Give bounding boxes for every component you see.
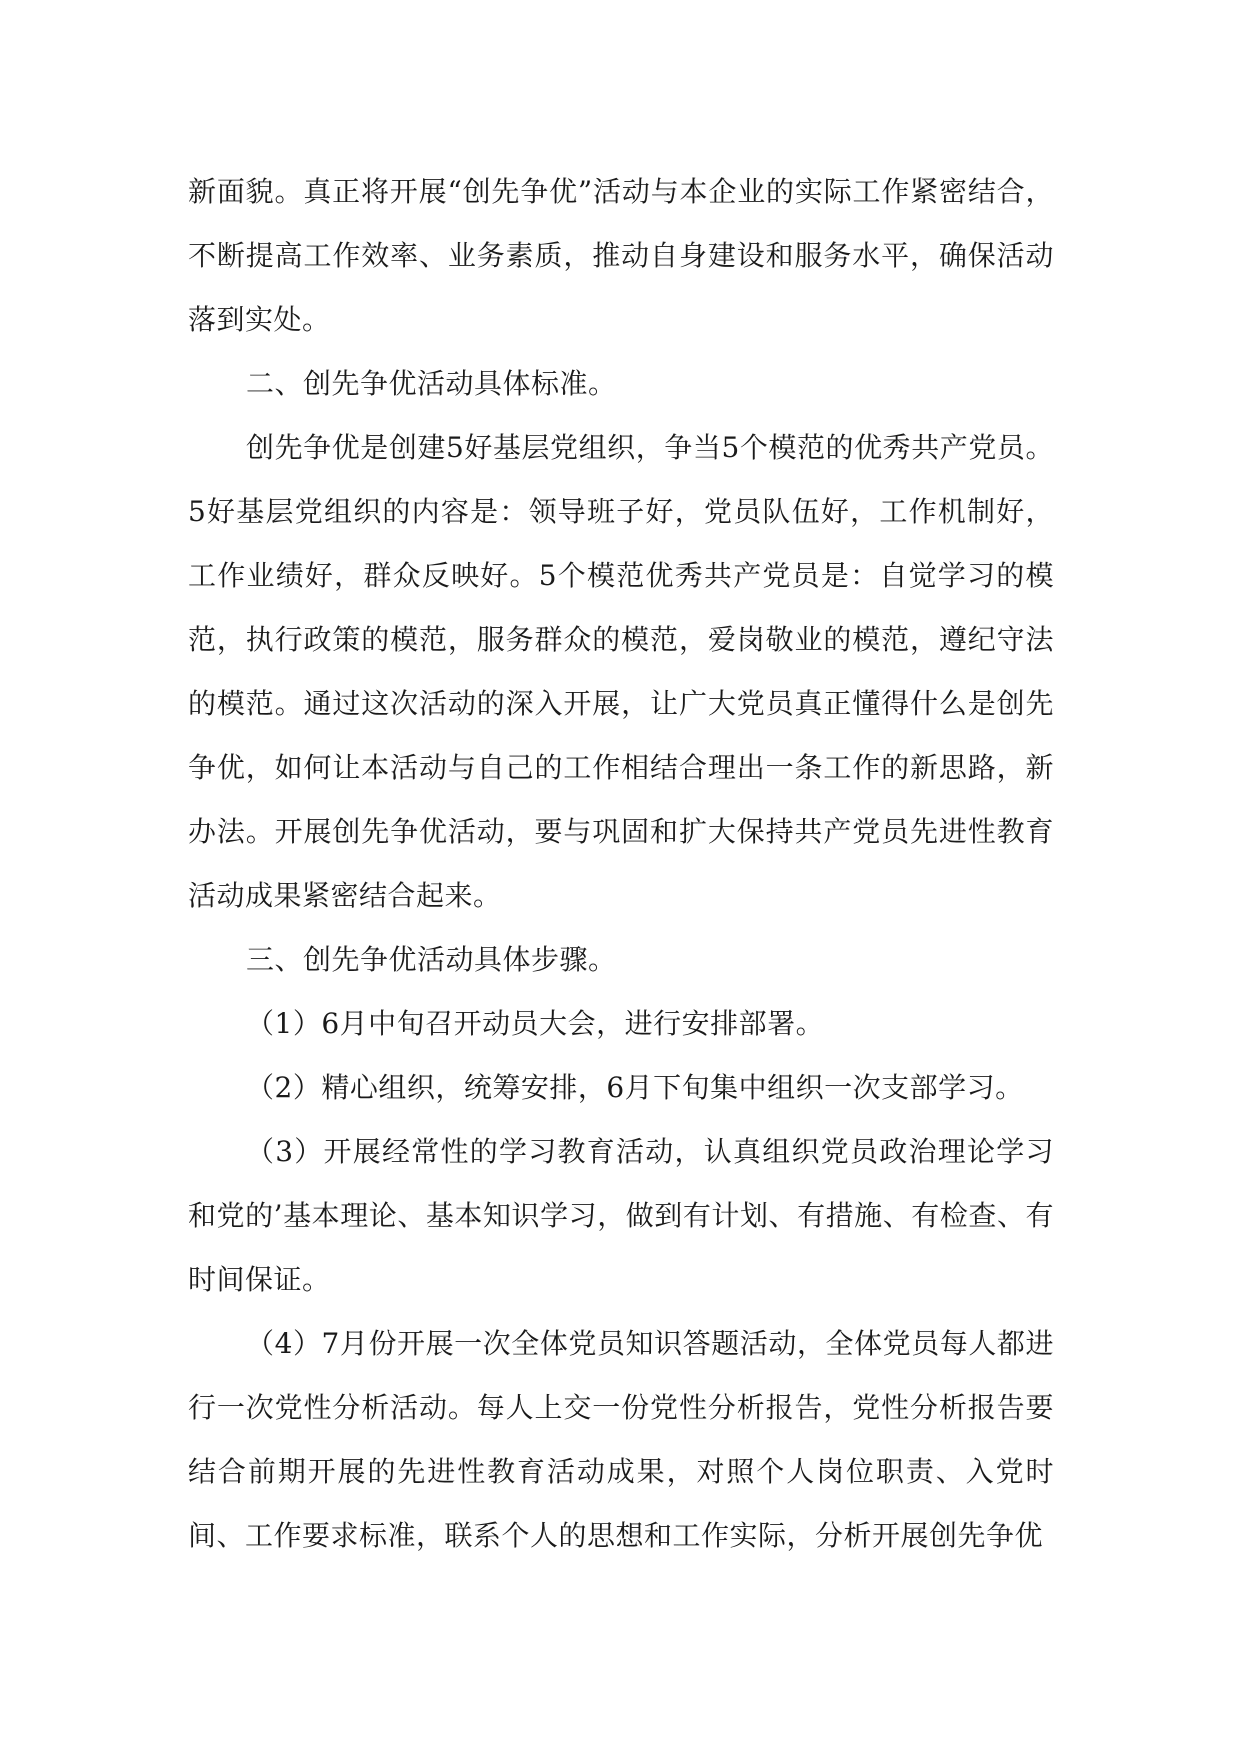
document-body	[188, 160, 1054, 1568]
heading-section-3: 三、创先争优活动具体步骤。	[246, 943, 617, 976]
step-item-2: （2）精心组织，统筹安排，6月下旬集中组织一次支部学习。	[246, 1071, 1024, 1104]
step-item-4: （4）7月份开展一次全体党员知识答题活动，全体党员每人都进行一次党性分析活动。每人上交一份党性分析报告，党性分析报告要结合前期开展的先进性教育活动成果，对照个人岗位职责、入党时间、工作要求标准，联系个人的思想和工作实际，分析开展创先争优	[188, 1327, 1054, 1552]
heading-section-2: 二、创先争优活动具体标准。	[246, 367, 617, 400]
step-item-1: （1）6月中旬召开动员大会，进行安排部署。	[246, 1007, 825, 1040]
step-item-3: （3）开展经常性的学习教育活动，认真组织党员政治理论学习和党的’基本理论、基本知识学习，做到有计划、有措施、有检查、有时间保证。	[188, 1135, 1054, 1296]
paragraph-continuation: 新面貌。真正将开展“创先争优”活动与本企业的实际工作紧密结合，不断提高工作效率、业务素质，推动自身建设和服务水平，确保活动落到实处。	[188, 175, 1054, 336]
paragraph-standards: 创先争优是创建5好基层党组织，争当5个模范的优秀共产党员。5好基层党组织的内容是：领导班子好，党员队伍好，工作机制好，工作业绩好，群众反映好。5个模范优秀共产党员是：自觉学习的模范，执行政策的模范，服务群众的模范，爱岗敬业的模范，遵纪守法的模范。通过这次活动的深入开展，让广大党员真正懂得什么是创先争优，如何让本活动与自己的工作相结合理出一条工作的新思路，新办法。开展创先争优活动，要与巩固和扩大保持共产党员先进性教育活动成果紧密结合起来。	[188, 431, 1054, 912]
